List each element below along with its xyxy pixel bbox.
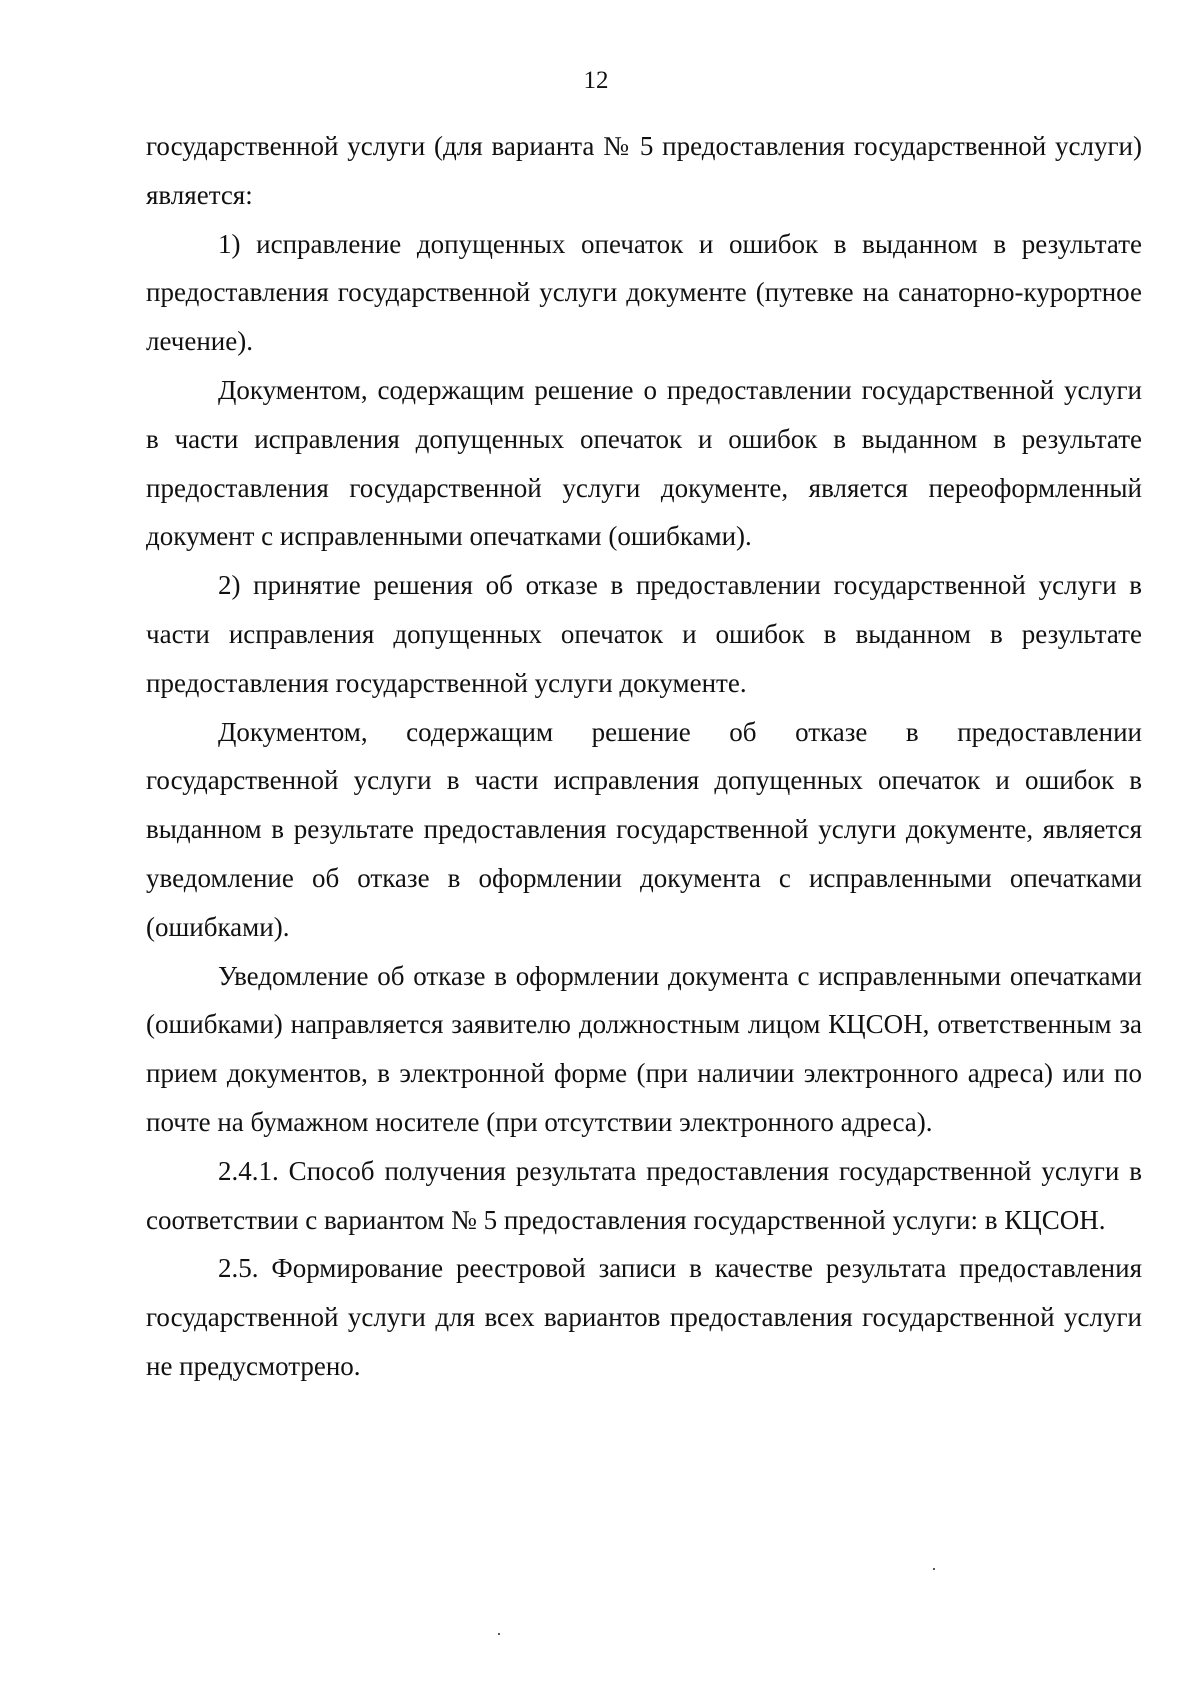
paragraph-item-2: 2) принятие решения об отказе в предоставлении государственной услуги в части исправления допущенных опечаток и ошибок в выданном в результате предоставления государственной услуги документе. (146, 570, 1142, 698)
paragraph-refusal-document: Документом, содержащим решение об отказе в предоставлении государственной услуги в части исправления допущенных опечаток и ошибок в выданном в результате предоставления государственной услуги документе, является уведомление об отказе в оформлении документа с исправленными опечатками (ошибками). (146, 716, 1142, 942)
scan-speck (498, 1633, 500, 1635)
paragraph-continuation: государственной услуги (для варианта № 5 предоставления государственной услуги) является: (146, 131, 1142, 210)
paragraph-decision-document: Документом, содержащим решение о предоставлении государственной услуги в части исправления допущенных опечаток и ошибок в выданном в результате предоставления государственной услуги документе, является переоформленный документ с исправленными опечатками (ошибками). (146, 374, 1142, 552)
paragraph-section-2-4-1: 2.4.1. Способ получения результата предоставления государственной услуги в соответствии с вариантом № 5 предоставления государственной услуги: в КЦСОН. (146, 1155, 1142, 1235)
scan-speck (933, 1568, 935, 1570)
page-number: 12 (583, 67, 609, 94)
paragraph-refusal-notice: Уведомление об отказе в оформлении документа с исправленными опечатками (ошибками) направляется заявителю должностным лицом КЦСОН, ответственным за прием документов, в электронной форме (при наличии электронного адреса) или по почте на бумажном носителе (при отсутствии электронного адреса). (146, 960, 1142, 1137)
paragraph-item-1: 1) исправление допущенных опечаток и ошибок в выданном в результате предоставления государственной услуги документе (путевке на санаторно-курортное лечение). (146, 228, 1142, 357)
paragraph-section-2-5: 2.5. Формирование реестровой записи в качестве результата предоставления государственной услуги для всех вариантов предоставления государственной услуги не предусмотрено. (146, 1253, 1142, 1381)
document-body (146, 122, 1142, 1391)
